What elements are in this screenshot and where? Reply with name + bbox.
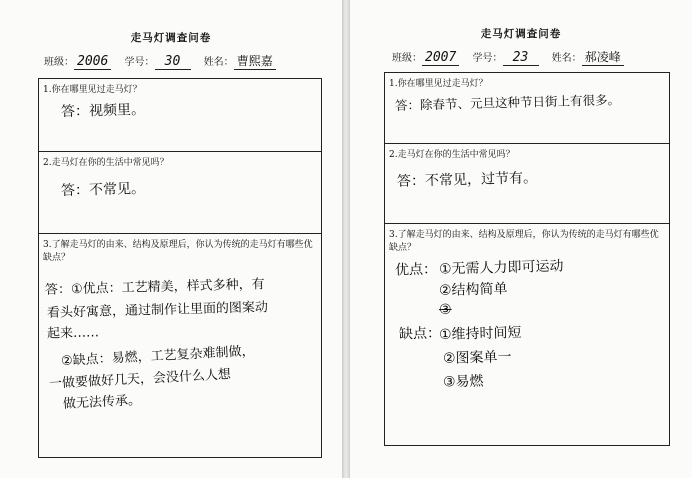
con-3: ③易燃 <box>442 373 484 391</box>
pro-1: ①无需人力即可运动 <box>438 258 564 278</box>
question-row-1 <box>385 73 669 143</box>
answer-3-line-5: 一做要做好几天，会没什么人想 <box>48 367 232 392</box>
book-gutter <box>342 0 350 478</box>
question-table <box>38 78 322 458</box>
question-2: 2.走马灯在你的生活中常见吗？ <box>389 150 515 160</box>
answer-3-line-6: 做无法传承。 <box>62 392 142 413</box>
pro-3-crossed-out: ③ <box>438 301 452 319</box>
class-value: 2006 <box>74 54 111 70</box>
class-label: 班级： <box>44 57 74 68</box>
question-2: 2.走马灯在你的生活中常见吗？ <box>43 158 169 168</box>
question-row-2 <box>39 151 321 233</box>
question-row-3 <box>39 233 321 457</box>
cons-label: 缺点： <box>398 325 442 343</box>
name-value: 曹熙嘉 <box>234 52 276 70</box>
student-info <box>392 48 634 66</box>
answer-2: 答：不常见。 <box>60 180 146 200</box>
con-1: ①维持时间短 <box>438 324 522 344</box>
name-value: 郝凌峰 <box>582 48 624 66</box>
answer-3-line-3: 起来…… <box>46 325 100 342</box>
question-1: 1.你在哪里见过走马灯？ <box>43 85 142 95</box>
question-3: 3.了解走马灯的由来、结构及原理后，你认为传统的走马灯有哪些优缺点？ <box>43 240 313 263</box>
con-2: ②图案单一 <box>442 349 512 367</box>
left-survey-page <box>0 0 342 478</box>
question-row-1 <box>39 79 321 151</box>
answer-1: 答：除春节、元旦这种节日街上有很多。 <box>394 92 621 113</box>
class-value: 2007 <box>422 50 459 66</box>
number-value: 30 <box>155 54 191 70</box>
survey-title: 走马灯调查问卷 <box>130 32 212 44</box>
name-label: 姓名： <box>551 53 582 64</box>
right-survey-page <box>350 0 692 478</box>
pros-label: 优点： <box>394 261 438 279</box>
question-row-2 <box>385 143 669 223</box>
answer-3-line-2: 看头好寓意，通过制作让里面的图案动 <box>46 300 269 321</box>
survey-title: 走马灯调查问卷 <box>480 28 562 40</box>
class-label: 班级： <box>392 53 422 64</box>
question-table <box>384 72 670 446</box>
question-row-3 <box>385 223 669 445</box>
pro-2: ②结构简单 <box>438 281 508 299</box>
name-label: 姓名： <box>203 57 234 68</box>
answer-2: 答：不常见，过节有。 <box>396 170 538 190</box>
answer-1: 答：视频里。 <box>60 101 146 121</box>
question-3: 3.了解走马灯的由来、结构及原理后，你认为传统的走马灯有哪些优缺点？ <box>389 230 659 253</box>
answer-3-line-1: 答：①优点：工艺精美，样式多种，有 <box>44 277 265 298</box>
student-info <box>44 52 286 70</box>
question-1: 1.你在哪里见过走马灯？ <box>389 79 488 89</box>
number-label: 学号： <box>124 57 155 68</box>
answer-3-line-4: ②缺点：易燃，工艺复杂难制做， <box>60 343 255 370</box>
number-label: 学号： <box>472 53 503 64</box>
number-value: 23 <box>503 50 539 66</box>
